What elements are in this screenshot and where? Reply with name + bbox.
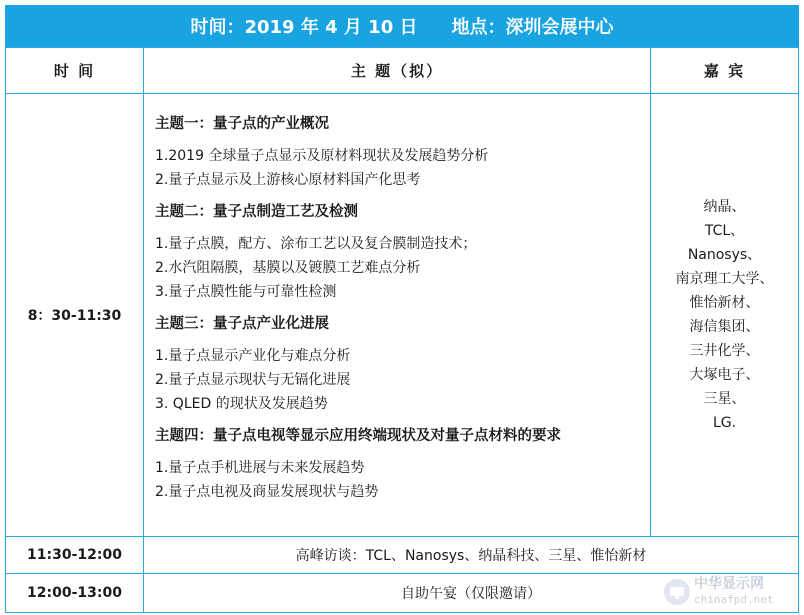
topic-item: 3. QLED 的现状及发展趋势 <box>155 396 328 412</box>
agenda-banner <box>5 5 799 47</box>
interview-content: 高峰访谈：TCL、Nanosys、纳晶科技、三星、惟怡新材 <box>143 536 799 574</box>
guest-name: 纳晶、 <box>703 199 746 215</box>
header-guests: 嘉 宾 <box>650 47 799 94</box>
guest-name: TCL、 <box>704 223 745 239</box>
topic-item: 1.量子点显示产业化与难点分析 <box>155 348 351 364</box>
watermark-cn: 中华显示网 <box>694 576 764 592</box>
topic-item: 1.量子点膜，配方、涂布工艺以及复合膜制造技术； <box>155 236 477 252</box>
topics-cell <box>143 93 651 537</box>
topic-item: 1.2019 全球量子点显示及原材料现状及发展趋势分析 <box>155 148 489 164</box>
topic-block <box>155 312 650 416</box>
topic-item: 1.量子点手机进展与未来发展趋势 <box>155 460 365 476</box>
topic-block <box>155 112 650 192</box>
interview-time: 11:30-12:00 <box>5 536 144 574</box>
guests-cell <box>650 93 799 537</box>
agenda-table <box>5 47 799 613</box>
topic-item: 2.量子点显示现状与无镉化进展 <box>155 372 351 388</box>
topic-title: 主题四：量子点电视等显示应用终端现状及对量子点材料的要求 <box>155 428 561 444</box>
banner-place: 地点：深圳会展中心 <box>451 17 614 38</box>
topic-item: 2.量子点显示及上游核心原材料国产化思考 <box>155 172 421 188</box>
topic-item: 3.量子点膜性能与可靠性检测 <box>155 284 337 300</box>
guest-name: 南京理工大学、 <box>675 271 774 287</box>
topic-title: 主题二：量子点制造工艺及检测 <box>155 204 358 220</box>
main-session-time: 8：30-11:30 <box>5 93 144 537</box>
guest-name: 大塚电子、 <box>689 367 760 383</box>
topic-title: 主题三：量子点产业化进展 <box>155 316 329 332</box>
header-topic: 主 题（拟） <box>143 47 651 94</box>
banner-time: 时间：2019 年 4 月 10 日 <box>190 17 418 38</box>
topic-block <box>155 424 650 504</box>
watermark-en: chinafpd.net <box>694 593 774 606</box>
guest-name: Nanosys、 <box>687 247 762 263</box>
guest-name: 三星、 <box>703 391 746 407</box>
watermark <box>664 571 796 613</box>
header-time: 时 间 <box>5 47 144 94</box>
topic-item: 2.量子点电视及商显发展现状与趋势 <box>155 484 379 500</box>
guest-name: LG. <box>712 415 737 431</box>
chinafpd-logo-icon <box>664 579 690 605</box>
topic-block <box>155 200 650 304</box>
topic-item: 2.水汽阻隔膜，基膜以及镀膜工艺难点分析 <box>155 260 421 276</box>
topic-title: 主题一：量子点的产业概况 <box>155 116 329 132</box>
guest-name: 海信集团、 <box>689 319 760 335</box>
lunch-content: 自助午宴（仅限邀请） <box>143 573 799 613</box>
guest-name: 惟怡新材、 <box>689 295 760 311</box>
lunch-time: 12:00-13:00 <box>5 573 144 613</box>
guest-name: 三井化学、 <box>689 343 760 359</box>
